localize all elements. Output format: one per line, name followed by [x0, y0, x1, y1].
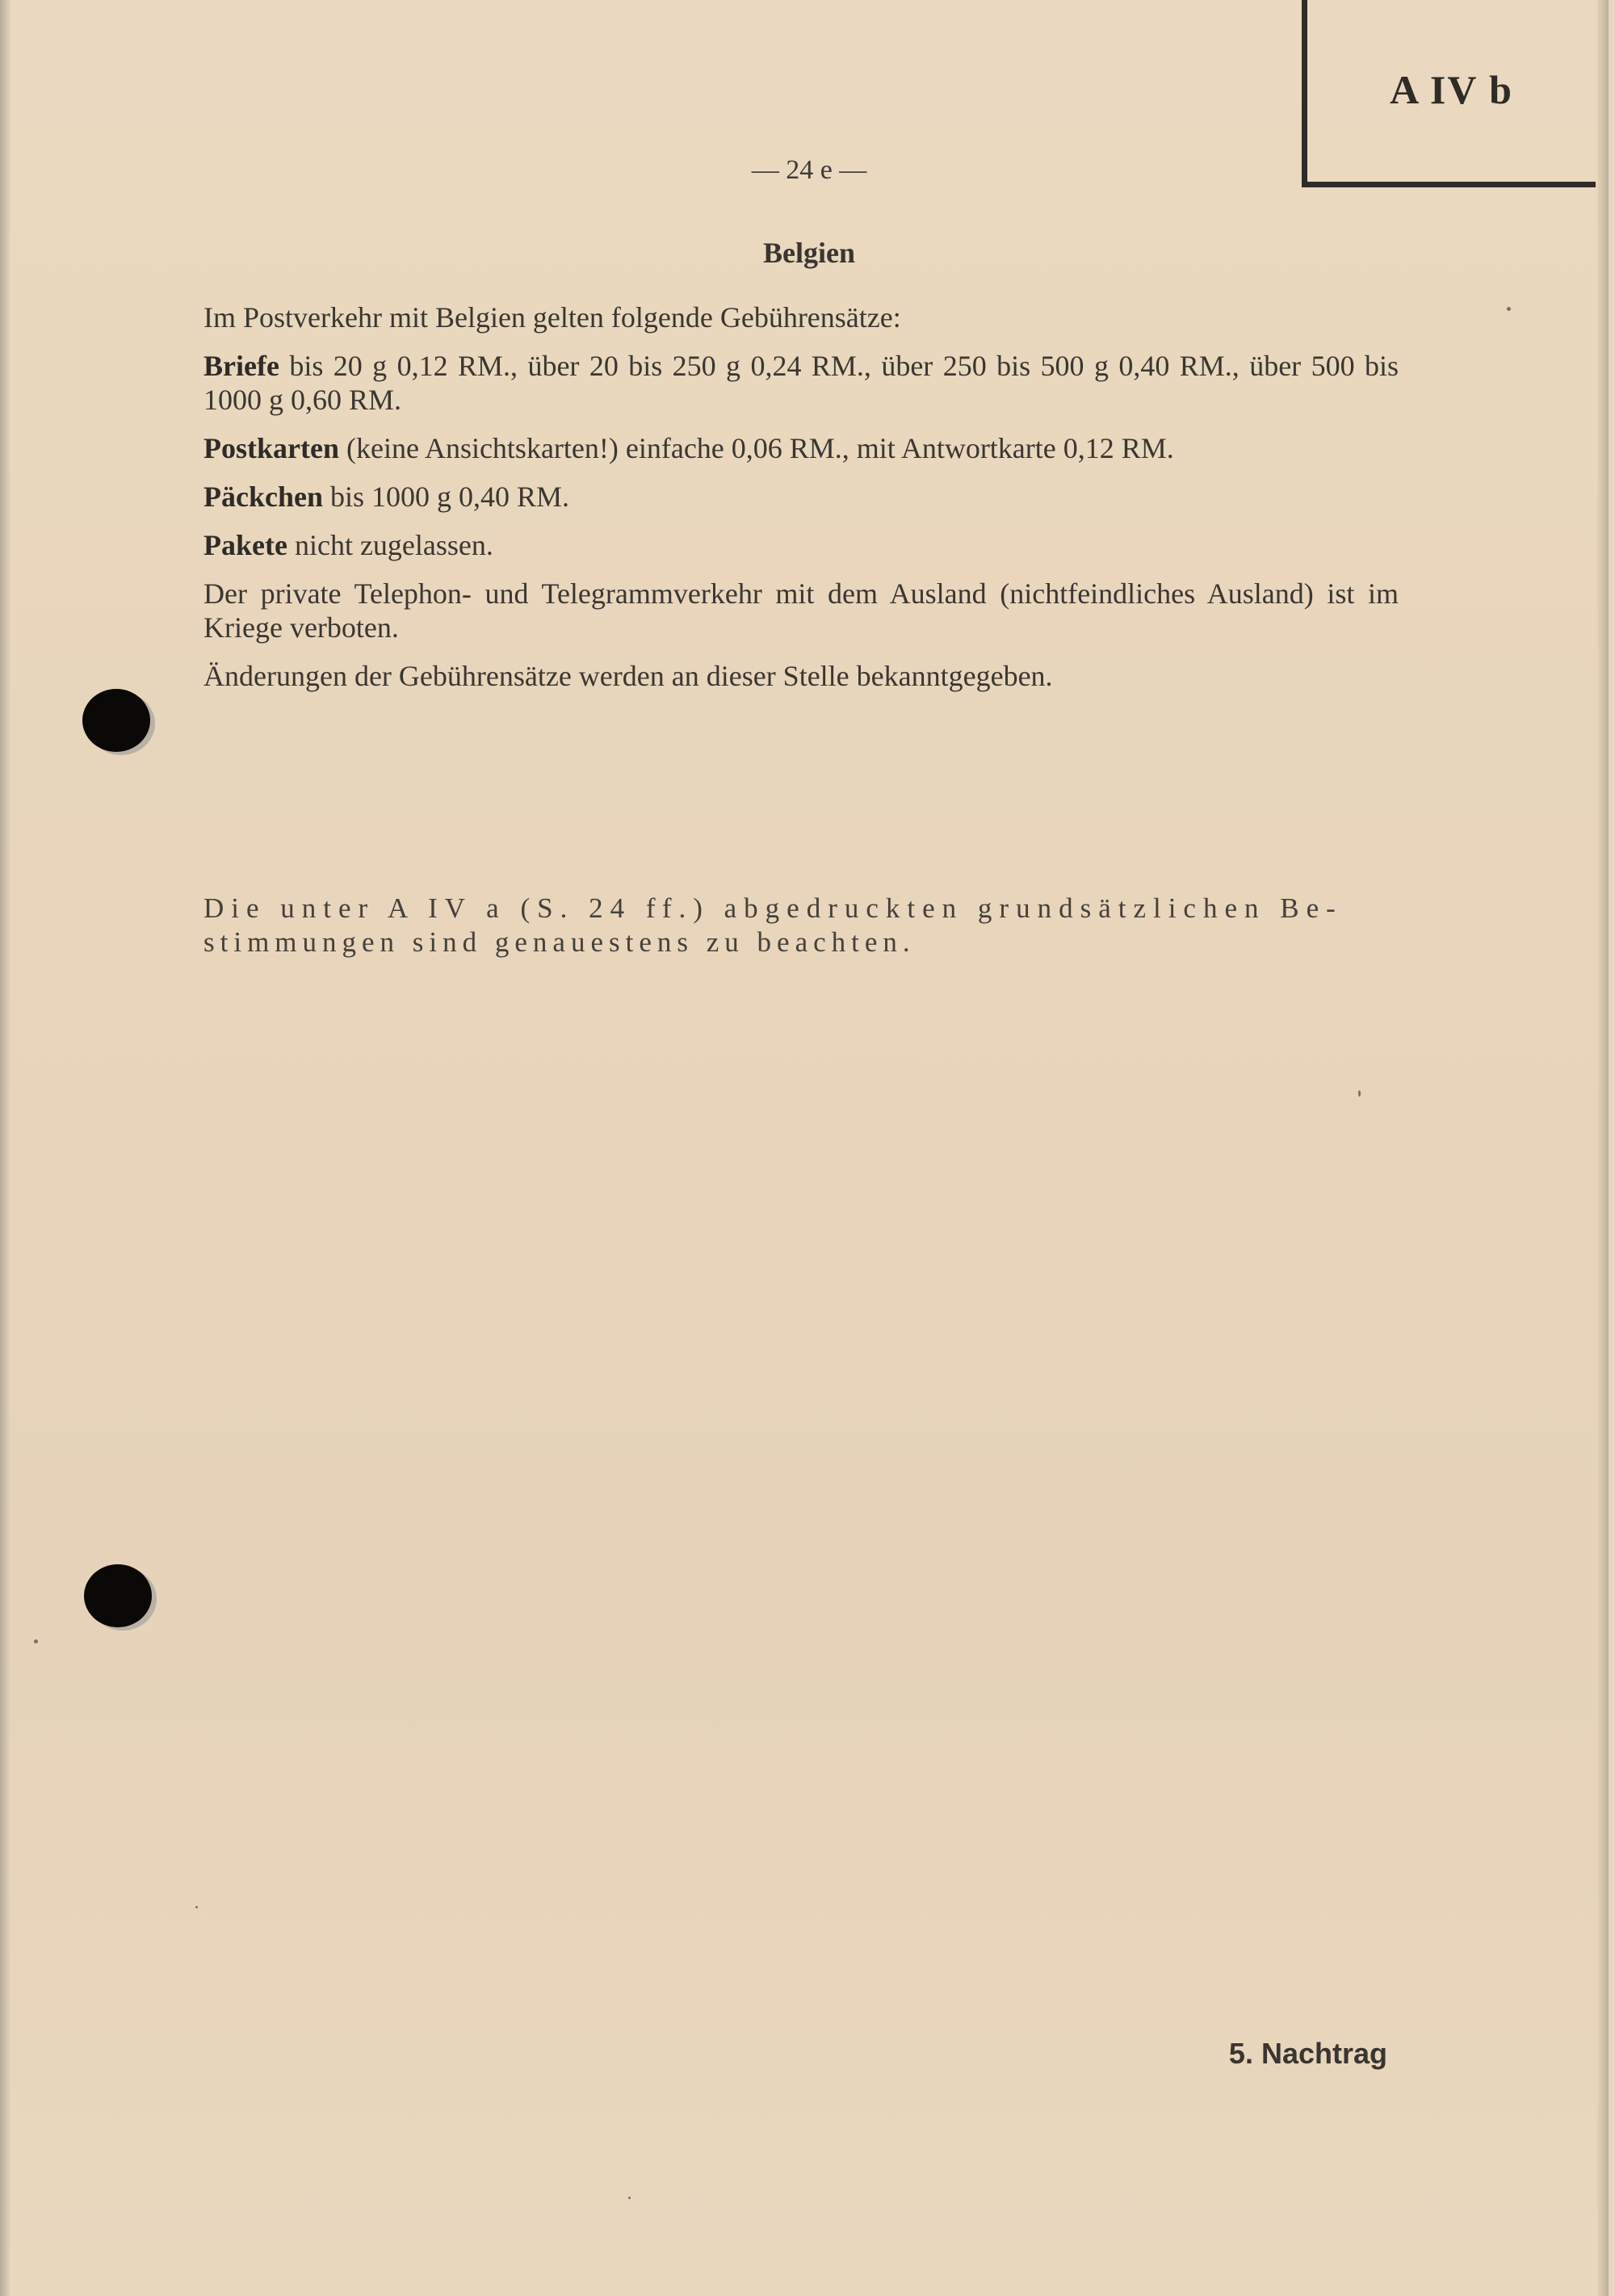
paeckchen-paragraph [203, 480, 1399, 514]
paper-speck [1507, 307, 1511, 311]
aenderungen-paragraph: Änderungen der Gebührensätze werden an dieser Stelle bekanntgegeben. [203, 660, 1053, 692]
country-heading: Belgien [763, 237, 855, 269]
paper-right-edge [1597, 0, 1609, 2296]
briefe-paragraph [203, 349, 1399, 417]
punch-hole-upper [82, 689, 150, 752]
paper-speck [34, 1639, 38, 1643]
postkarten-rates: (keine Ansichtskarten!) einfache 0,06 RM., mit Antwortkarte 0,12 RM. [338, 432, 1174, 464]
paper-speck [628, 2197, 631, 2199]
pakete-term: Pakete [203, 529, 287, 561]
postkarten-paragraph [203, 431, 1399, 465]
rates-section [203, 300, 1399, 707]
intro-paragraph: Im Postverkehr mit Belgien gelten folgende Gebührensätze: [203, 301, 901, 334]
paeckchen-rates: bis 1000 g 0,40 RM. [323, 481, 570, 513]
paper-speck [195, 1906, 198, 1908]
briefe-rates: bis 20 g 0,12 RM., über 20 bis 250 g 0,24 RM., über 250 bis 500 g 0,40 RM., über 500 bis 1000 g 0,60 RM. [203, 350, 1399, 416]
reference-note [203, 892, 1399, 959]
document-page [10, 0, 1609, 2296]
punch-hole-lower [84, 1564, 152, 1627]
paeckchen-term: Päckchen [203, 481, 323, 513]
reference-note-line-2: stimmungen sind genauestens zu beachten. [203, 926, 916, 958]
paper-left-edge [0, 0, 10, 2296]
reference-note-line-1: Die unter A IV a (S. 24 ff.) abgedruckten grundsätzlichen Be- [203, 892, 1343, 924]
briefe-term: Briefe [203, 350, 279, 382]
section-tab-label: A IV b [1390, 67, 1513, 112]
pakete-paragraph [203, 528, 1399, 562]
supplement-label: 5. Nachtrag [1228, 2037, 1387, 2070]
page-number: — 24 e — [751, 155, 867, 185]
paper-speck [1358, 1090, 1361, 1097]
telephon-paragraph: Der private Telephon- und Telegrammverkehr mit dem Ausland (nichtfeindliches Ausland) ist im Kriege verboten. [203, 577, 1399, 644]
pakete-rule: nicht zugelassen. [287, 529, 493, 561]
postkarten-term: Postkarten [203, 432, 339, 464]
